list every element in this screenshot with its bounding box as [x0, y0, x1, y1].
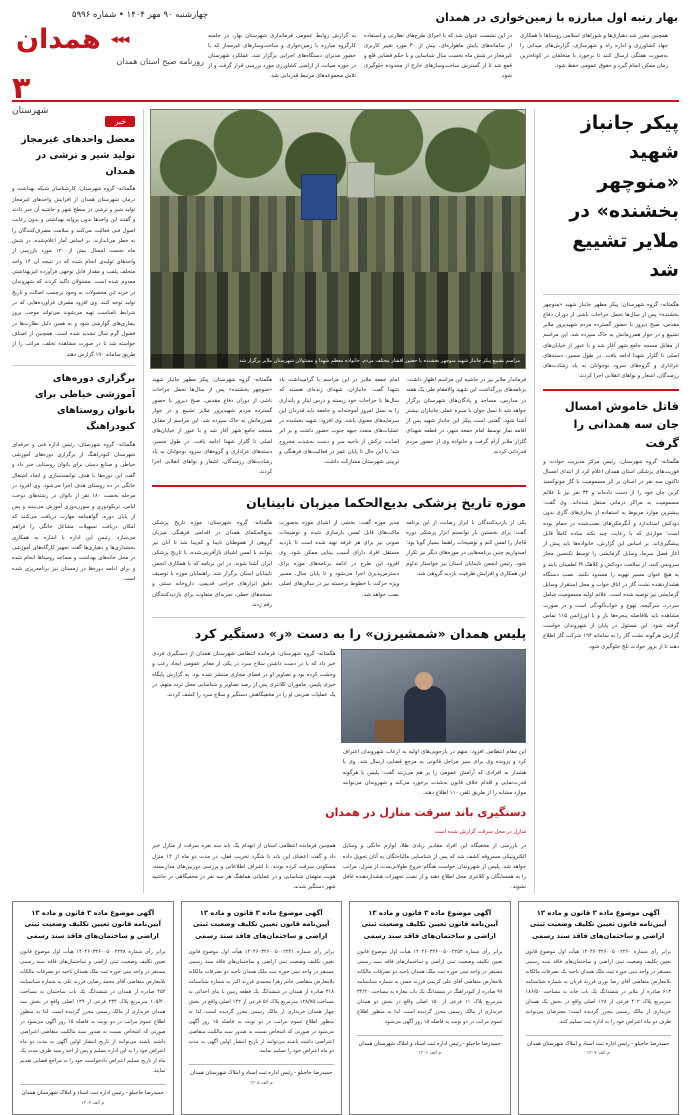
newspaper-logo: همدان — [16, 24, 101, 55]
top-story-col: در این نشست عنوان شد که با اجرای طرح‌های نظارتی و استفاده از سامانه‌های پایش ماهواره‌ای، بیش از ۳۰ مورد تغییر کاربری غیرمجاز در شش ماه نخست سال شناسایی و با حکم قضایی قلع و قمع شد تا از گسترش ساخت‌وسازهای خارج از محدوده جلوگیری شود. — [364, 32, 512, 79]
press-conference-photo — [341, 649, 527, 743]
notice-title: آگهی موضوع ماده ۳ قانون و ماده ۱۳ آیین‌نامه قانون تعیین تکلیف وضعیت ثبتی اراضی و ساختمان‌های فاقد سند رسمی — [193, 908, 330, 941]
page-number: ۳ — [12, 71, 31, 106]
lead-body-col: فرماندار ملایر نیز در حاشیه این مراسم اظهار داشت: برنامه‌های بزرگداشت این شهید والامقام طی یک هفته در مدارس، مساجد و پادگان‌های شهرستان برگزار خواهد شد تا نسل جوان با سیره عملی جانبازان بیشتر آشنا شود. گفتنی است پیکر این جانباز شهید پس از اقامه نماز توسط امام جمعه شهر، در قطعه شهدای گلزار ملایر آرام گرفت و خانواده وی از حضور مردم قدردانی کردند. — [406, 377, 527, 455]
burglary-subhead: دستگیری باند سرقت منازل در همدان — [325, 806, 527, 820]
rail-article-body: هگمتانه- گروه شهرستان: کارشناسان شبکه بهداشت و درمان شهرستان همدان از افزایش واحدهای غیرمجاز تولید شیر و ترشی در سطح شهر و حاشیه آن خبر دادند و گفتند این واحدها بدون پروانه بهداشتی و بدون رعایت اصول فنی فعالیت می‌کنند و سلامت مصرف‌کنندگان را به خطر می‌اندازند. بر اساس آمار اعلام‌شده، در شش ماه نخست امسال بیش از ۱۲۰ مورد بازرسی از واحدهای تولیدی انجام شده که در نتیجه آن ۱۴ واحد متخلف پلمب و مقدار قابل توجهی فرآورده غیربهداشتی معدوم شده است. مسئولان تأکید کردند که شهروندان در خرید این محصولات به وجود برچسب اصالت و تاریخ تولید توجه کنند. وی افزود مصرف فرآورده‌هایی که در شرایط نامناسب تهیه می‌شوند می‌تواند موجب بروز بیماری‌های گوارشی شود و به همین دلیل نظارت‌ها در فصول گرم سال تشدید شده است. همچنین از اصناف خواسته شد تا در صورت مشاهده تخلف، مراتب را از طریق سامانه ۱۹۰ گزارش دهند. — [12, 186, 136, 358]
divider — [143, 109, 144, 893]
issue-line: چهارشنبه ۹۰ مهر ۱۴۰۴ • شماره ۵۹۹۶ — [72, 10, 208, 20]
notice-body: برابر رأی شماره ۱۴۰۴۶۰۳۲۶۰۰۵۰۰۲۲۴۱ هیأت اول موضوع قانون تعیین تکلیف وضعیت ثبتی اراضی و ساختمان‌های فاقد سند رسمی مستقر در واحد ثبتی حوزه ثبت ملک همدان ناحیه دو تصرفات مالکانه بلامعارض متقاضی خانم زهرا محمدی فرزند اکبر به شماره شناسنامه ۳۱۸ صادره از همدان در ششدانگ یک قطعه زمین با بنای احداثی به مساحت ۱۲۸/۷۵ مترمربع پلاک ۵۶ فرعی از ۱۴۲ اصلی واقع در بخش چهار همدان خریداری از مالک رسمی محرز گردیده است. لذا به منظور اطلاع عموم مراتب در دو نوبت به فاصله ۱۵ روز آگهی می‌شود در صورتی که اشخاص نسبت به صدور سند مالکیت متقاضی اعتراضی داشته باشند می‌توانند از تاریخ انتشار اولین آگهی به مدت دو ماه اعتراض خود را تسلیم نمایند. — [188, 949, 334, 1055]
legal-notices — [12, 901, 679, 1115]
lead-body-col: هگمتانه- گروه شهرستان: پیکر مطهر جانباز شهید «منوچهر بخشنده» پس از سال‌ها تحمل جراحات ناشی از دوران دفاع مقدس، صبح دیروز با حضور گسترده مردم شهیدپرور ملایر تشییع و در جوار همرزمانش به خاک سپرده شد. این مراسم از مقابل مسجد جامع شهر آغاز شد و با عبور از خیابان‌های اصلی تا گلزار شهدا ادامه یافت. در طول مسیر، دسته‌های عزاداری و گروه‌های سرود نوجوانان به یاد رشادت‌های رزمندگان، اشعار و نواهای انقلابی اجرا کردند. — [152, 377, 273, 476]
museum-story-title: موزه تاریخ پزشکی بدیع‌الحکما میزبان نابینایان — [246, 494, 527, 510]
rail-article — [12, 371, 135, 584]
lead-intro: هگمتانه- گروه شهرستان: پیکر مطهر جانباز شهید «منوچهر بخشنده» پس از سال‌ها تحمل جراحات ناشی از دوران دفاع مقدس، صبح دیروز با حضور گسترده مردم شهیدپرور ملایر تشییع و در جوار همرزمانش به خاک سپرده شد. این مراسم از مقابل مسجد جامع شهر آغاز شد و با عبور از خیابان‌های اصلی تا گلزار شهدا ادامه یافت. در طول مسیر، دسته‌های عزاداری و گروه‌های سرود نوجوانان به یاد رشادت‌های رزمندگان، اشعار و نواهای انقلابی اجرا کردند. — [543, 301, 679, 380]
lead-headline: پیکر جانباز شهید «منوچهر بخشنده» در ملایر تشییع شد — [569, 112, 679, 282]
notice-body: برابر رأی شماره ۱۴۰۴۶۰۳۲۶۰۰۵۰۰۲۲۳۸ هیأت اول موضوع قانون تعیین تکلیف وضعیت ثبتی اراضی و ساختمان‌های فاقد سند رسمی مستقر در واحد ثبتی حوزه ثبت ملک همدان ناحیه دو تصرفات مالکانه بلامعارض متقاضی آقای محمد رضایی فرزند علی به شماره شناسنامه ۴۵۲ صادره از همدان در ششدانگ یک باب ساختمان به مساحت ۱۰۵/۴۰ مترمربع پلاک ۲۳۴ فرعی از ۱۳۹ اصلی واقع در بخش سه همدان خریداری از مالک رسمی محرز گردیده است. لذا به منظور اطلاع عموم مراتب در دو نوبت به فاصله ۱۵ روز آگهی می‌شود در صورتی که اشخاص نسبت به صدور سند مالکیت متقاضی اعتراضی داشته باشند می‌توانند از تاریخ انتشار اولین آگهی به مدت دو ماه اعتراض خود را به این اداره تسلیم و پس از اخذ رسید ظرف مدت یک ماه از تاریخ تسلیم اعتراض دادخواست خود را به مراجع قضایی تقدیم نمایند. — [20, 949, 166, 1075]
lead-photo — [150, 109, 526, 369]
notice-body: برابر رأی شماره ۱۴۰۴۶۰۳۲۶۰۰۵۰۰۲۲۵۳ هیأت اول موضوع قانون تعیین تکلیف وضعیت ثبتی اراضی و ساختمان‌های فاقد سند رسمی مستقر در واحد ثبتی حوزه ثبت ملک همدان ناحیه دو تصرفات مالکانه بلامعارض متقاضی آقای علی کریمی فرزند حسن به شماره شناسنامه ۹۷ صادره از کبودراهنگ در ششدانگ یک باب مغازه به مساحت ۳۴/۲۰ مترمربع پلاک ۱۱ فرعی از ۱۵۰ اصلی واقع در بخش دو همدان خریداری از مالک رسمی محرز گردیده است. لذا به منظور اطلاع عموم مراتب در دو نوبت به فاصله ۱۵ روز آگهی می‌شود. — [357, 949, 503, 1025]
legal-notice — [12, 901, 174, 1115]
section-tag: خبر — [105, 116, 135, 127]
logo-subtitle: روزنامه صبح استان همدان — [116, 57, 204, 66]
masthead-brand — [12, 10, 208, 116]
legal-notice — [181, 901, 343, 1115]
burglary-body-col: در بازرسی از مخفیگاه این افراد مقادیر زیادی طلا، لوازم خانگی و وسایل الکترونیکی مسروقه کشف شد که پس از شناسایی مالباختگان به آنان تحویل داده خواهد شد. پلیس از شهروندان خواست هنگام خروج طولانی‌مدت از منزل، مراتب را به همسایگان و کلانتری محل اطلاع دهند و از نصب تجهیزات هشداردهنده غافل نشوند. — [342, 843, 527, 891]
silent-killer-title: قاتل خاموش امسال جان سه همدانی را گرفت — [564, 398, 679, 450]
police-body-col: هگمتانه- گروه شهرستان: فرمانده انتظامی شهرستان همدان از دستگیری فردی خبر داد که با در دست داشتن سلاح سرد در یکی از معابر عمومی ایجاد رعب و وحشت کرده بود و تصاویر او در فضای مجازی منتشر شده بود. به گزارش پایگاه خبری پلیس، مأموران کلانتری پس از رصد تصاویر و شناسایی محل تردد متهم، در یک عملیات ضربتی او را در مخفیگاهش دستگیر و سلاح سرد را کشف کردند. — [152, 651, 336, 699]
legal-notice — [349, 901, 511, 1115]
notice-code: م الف ۱۲۰۷ — [586, 1050, 610, 1056]
masthead-top-story — [208, 10, 678, 81]
center-column — [152, 109, 526, 893]
rail-article — [12, 109, 135, 360]
divider — [152, 485, 526, 487]
divider — [543, 389, 679, 391]
lead-body-col: امام جمعه ملایر در این مراسم با گرامیداشت یاد شهدا گفت: جانبازان، شهدای زنده‌ای هستند که سال‌ها با جراحات خود زیسته و درس ایثار و پایداری را به نسل امروز آموخته‌اند و جامعه باید قدردان این سرمایه‌های معنوی باشد. وی افزود: شهید بخشنده در عملیات‌های متعدد جبهه جنوب حضور داشت و بر اثر اصابت ترکش از ناحیه سر و دست به‌شدت مجروح شد؛ با این حال تا پایان عمر در فعالیت‌های فرهنگی و تربیتی شهرستان مشارکت داشت. — [279, 377, 400, 466]
notice-body: برابر رأی شماره ۱۴۰۴۶۰۳۲۶۰۰۵۰۰۲۲۶۰ هیأت اول موضوع قانون تعیین تکلیف وضعیت ثبتی اراضی و ساختمان‌های فاقد سند رسمی مستقر در واحد ثبتی حوزه ثبت ملک همدان ناحیه یک تصرفات مالکانه بلامعارض متقاضی آقای رضا نوری فرزند قربان به شماره شناسنامه ۶۱۳ صادره از ملایر در ششدانگ یک باب خانه به مساحت ۱۸۶/۵۰ مترمربع پلاک ۴۰۲ فرعی از ۱۲۸ اصلی واقع در بخش یک همدان خریداری از مالک رسمی محرز گردیده است؛ معترضان می‌توانند ظرف دو ماه اعتراض خود را به اداره ثبت تسلیم کنند. — [525, 949, 672, 1025]
notice-title: آگهی موضوع ماده ۳ قانون و ماده ۱۳ آیین‌نامه قانون تعیین تکلیف وضعیت ثبتی اراضی و ساختمان‌های فاقد سند رسمی — [530, 908, 667, 941]
top-story-col: همچنین مقرر شد دهیاری‌ها و شوراهای اسلامی روستاها با همکاری جهاد کشاورزی و اداره راه و شهرسازی، گزارش‌های میدانی را به‌صورت هفتگی ارسال کنند تا برخورد با متخلفان در کوتاه‌ترین زمان ممکن انجام گیرد و حقوق عمومی حفظ شود. — [520, 32, 668, 69]
police-body-col: این مقام انتظامی افزود: متهم در بازجویی‌های اولیه به ارعاب شهروندان اعتراف کرد و پرونده وی برای سیر مراحل قانونی به مرجع قضایی ارسال شد. وی با هشدار به افرادی که آرامش عمومی را بر هم می‌زنند گفت: پلیس با هرگونه قدرت‌نمایی و اقدام خلاف قانون به‌شدت برخورد می‌کند و شهروندان می‌توانند موارد مشابه را از طریق تلفن ۱۱۰ اطلاع دهند. — [342, 749, 527, 797]
museum-body-col: هگمتانه- گروه شهرستان: موزه تاریخ پزشکی بدیع‌الحکمای همدان در اقدامی فرهنگی میزبان گروهی از هموطنان نابینا و کم‌بینا شد تا آنان نیز بتوانند با لمس اشیای بازآفرینی‌شده، با تاریخ پزشکی ایران آشنا شوند. در این برنامه که با همکاری انجمن نابینایان استان برگزار شد، راهنمایان موزه با توصیف دقیق ابزارهای جراحی قدیمی، داروخانه سنتی و نسخه‌های خطی، تجربه‌ای متفاوت برای بازدیدکنندگان رقم زدند. — [152, 519, 273, 608]
chevron-decoration: ◀◀◀ — [110, 34, 129, 45]
police-story-title: پلیس همدان «شمشیرزن» را به دست «ر» دستگیر کرد — [194, 626, 527, 642]
left-column — [543, 109, 679, 893]
notice-signature: حمیدرضا حاجیلو - رئیس اداره ثبت اسناد و املاک شهرستان همدان — [20, 1084, 166, 1098]
right-rail — [12, 109, 135, 893]
divider — [152, 617, 526, 618]
legal-notice — [518, 901, 680, 1115]
page-body — [12, 109, 679, 893]
divider — [543, 294, 679, 295]
notice-code: م الف ۱۲۰۵ — [249, 1080, 273, 1086]
rail-article-body: هگمتانه- گروه شهرستان: رئیس اداره فنی و حرفه‌ای شهرستان کبودراهنگ از برگزاری دوره‌های آموزشی خیاطی و صنایع دستی برای بانوان روستایی خبر داد و گفت این دوره‌ها با هدف توانمندسازی و ایجاد اشتغال خانگی در ده روستای هدف اجرا می‌شود. وی افزود در مرحله نخست ۱۸۰ نفر از بانوان در رشته‌های دوخت لباس، تریکو‌دوزی و سوزن‌دوزی آموزش می‌بینند و پس از پایان دوره، گواهینامه مهارت دریافت می‌کنند که امکان دریافت تسهیلات مشاغل خانگی را فراهم می‌سازد. رئیس این اداره با اشاره به همکاری بخشداری‌ها و دهیاری‌ها گفت تجهیز کارگاه‌های آموزشی در محل خانه‌های بهداشت و مساجد روستاها انجام شده و برای ادامه دوره‌ها در زمستان نیز برنامه‌ریزی شده است. — [12, 441, 136, 582]
notice-title: آگهی موضوع ماده ۳ قانون و ماده ۱۳ آیین‌نامه قانون تعیین تکلیف وضعیت ثبتی اراضی و ساختمان‌های فاقد سند رسمی — [361, 908, 498, 941]
museum-body-col: یکی از بازدیدکنندگان با ابراز رضایت از این برنامه گفت: برای نخستین بار توانستم ابزار پزشکی دوره قاجار را لمس کنم و توضیحات راهنما بسیار گویا بود؛ امیدواریم چنین برنامه‌هایی در موزه‌های دیگر نیز تکرار شود. رئیس انجمن نابینایان استان نیز خواستار تداوم این همکاری و افزایش ظرفیت بازدید گروهی شد. — [406, 519, 527, 577]
divider — [534, 109, 535, 893]
notice-signature: حمیدرضا حاجیلو - رئیس اداره ثبت اسناد و املاک شهرستان همدان — [357, 1035, 503, 1049]
rail-article-title: معضل واحدهای غیرمجاز تولید شیر و ترشی در همدان — [21, 134, 136, 178]
page-section-label: شهرستان — [12, 106, 49, 116]
top-story-col: به گزارش روابط عمومی فرمانداری شهرستان بهار، در جلسه کارگروه مبارزه با زمین‌خواری و ساخت‌وسازهای غیرمجاز که با حضور مدیران دستگاه‌های اجرایی برگزار شد، عملکرد شهرستان در حوزه صیانت از اراضی کشاورزی مورد بررسی قرار گرفت و از تلاش مجموعه‌های مرتبط قدردانی شد. — [208, 32, 356, 79]
rail-article-title: برگزاری دوره‌های آموزشی خیاطی برای بانوان روستاهای کبودراهنگ — [34, 373, 136, 433]
silent-killer-body: هگمتانه- گروه شهرستان: رئیس مرکز مدیریت حوادث و فوریت‌های پزشکی استان همدان اعلام کرد از ابتدای امسال تاکنون سه نفر در استان بر اثر مسمومیت با گاز مونوکسید کربن جان خود را از دست داده‌اند و ۳۲ نفر نیز با علائم مسمومیت به مراکز درمانی منتقل شده‌اند. وی گفت: بیشترین موارد مربوط به استفاده از بخاری‌های گازی بدون دودکش استاندارد و آبگرمکن‌های نصب‌شده در حمام بوده است؛ مواردی که با رعایت چند نکته ساده کاملاً قابل پیشگیری‌اند. بر اساس این گزارش، خانواده‌ها باید پیش از آغاز فصل سرما، وسایل گرمایشی را توسط تکنسین مجاز سرویس کنند، از سلامت دودکش و کلاهک H اطمینان یابند و به هیچ عنوان مسیر تهویه را مسدود نکنند. نصب دستگاه هشداردهنده نشت گاز در اتاق خواب و محل استقرار وسایل گرمایشی نیز توصیه شده است. علائم اولیه مسمومیت شامل سردرد، سرگیجه، تهوع و خواب‌آلودگی است و در صورت مشاهده باید بلافاصله پنجره‌ها باز و با اورژانس ۱۱۵ تماس گرفته شود. این مسئول در پایان از شهروندان خواست گزارش هرگونه نشت گاز را به سامانه ۱۹۴ شرکت گاز اطلاع دهند تا از بروز حوادث تلخ جلوگیری شود. — [543, 458, 680, 650]
photo-caption: مراسم تشییع پیکر جانباز شهید منوچهر بخشنده با حضور اقشار مختلف مردم، خانواده معظم شهدا و مسئولان شهرستان ملایر برگزار شد — [151, 354, 525, 369]
notice-title: آگهی موضوع ماده ۳ قانون و ماده ۱۳ آیین‌نامه قانون تعیین تکلیف وضعیت ثبتی اراضی و ساختمان‌های فاقد سند رسمی — [24, 908, 161, 941]
banner-graphic — [301, 174, 337, 220]
masthead — [12, 10, 679, 116]
burglary-body-col: همچنین فرمانده انتظامی استان از انهدام یک باند سه نفره سرقت از منازل خبر داد و گفت اعضای این باند با شگرد تخریب قفل، در مدت دو ماه از ۱۴ منزل مسکونی سرقت کرده بودند. با اشراف اطلاعاتی و بررسی دوربین‌های مداربسته، هویت متهمان شناسایی و در عملیاتی هماهنگ هر سه نفر در مخفیگاهی در حاشیه شهر دستگیر شدند. — [152, 843, 336, 891]
notice-signature: حمیدرضا حاجیلو - رئیس اداره ثبت اسناد و املاک شهرستان همدان — [526, 1035, 672, 1049]
top-story-title: بهار رتبه اول مبارزه با زمین‌خواری در همدان — [435, 11, 678, 24]
notice-code: م الف ۱۲۰۴ — [81, 1100, 105, 1106]
divider — [12, 365, 135, 366]
museum-body-col: مدیر موزه گفت: بخشی از اشیای موزه به‌صورت ماکت‌های قابل لمس بازسازی شده و توضیحات صوتی نیز برای هر غرفه تهیه شده است تا بازدید مستقل افراد دارای آسیب بینایی ممکن شود. وی افزود این طرح در ادامه برنامه‌های موزه برای دسترس‌پذیری اجرا می‌شود و تا پایان سال، مسیر ویژه حرکت با خطوط برجسته نیز در سالن‌های اصلی نصب خواهد شد. — [279, 519, 400, 598]
notice-code: م الف ۱۲۰۶ — [418, 1050, 442, 1056]
burglary-kicker: منازل در محل سرقت گزارش شده است — [434, 828, 527, 835]
notice-signature: حمیدرضا حاجیلو - رئیس اداره ثبت اسناد و املاک شهرستان همدان — [189, 1064, 335, 1078]
flag-graphic — [347, 162, 375, 198]
